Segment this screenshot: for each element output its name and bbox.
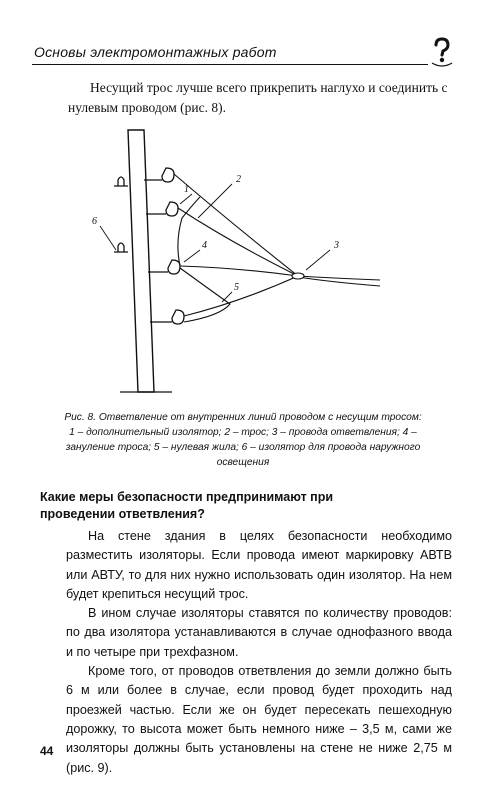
question-sign-icon — [428, 36, 456, 68]
paragraph-1: На стене здания в целях безопасности необходимо разместить изоляторы. Если провода имеют маркировку АВТВ или АВТУ, то для них нужно использовать один изолятор. На нем будет крепиться несущий трос. — [66, 529, 452, 601]
section-body — [66, 527, 452, 778]
branch-diagram — [80, 122, 380, 402]
caption-title: Рис. 8. Ответвление от внутренних линий проводом с несущим тросом: — [64, 412, 422, 423]
figure-caption — [58, 410, 428, 470]
label-5: 5 — [234, 282, 239, 293]
page-number: 44 — [40, 744, 54, 758]
label-2: 2 — [236, 174, 241, 185]
label-6: 6 — [92, 216, 97, 227]
running-header — [32, 42, 444, 68]
section-heading: Какие меры безопасности предпринимают при проведении ответвления? — [40, 490, 334, 521]
left-insulators — [114, 177, 128, 252]
paragraph-3: Кроме того, от проводов ответвления до земли должно быть 6 м или более в случае, если провод будет проходить над проезжей частью. Если же он будет пересекать пешеходную дорожку, то высота может быть немного ниже – 3,5 м, сами же изоляторы должны быть установлены на стене не ниже 2,75 м (рис. 9). — [66, 664, 452, 775]
paragraph-2: В ином случае изоляторы ставятся по количеству проводов: по два изолятора устанавливаются в случае однофазного ввода и по четыре при трехфазном. — [66, 606, 452, 659]
label-1: 1 — [184, 184, 189, 195]
label-4: 4 — [202, 240, 207, 251]
caption-legend: 1 – дополнительный изолятор; 2 – трос; 3 – провода ответвления; 4 – зануление троса; 5 – нулевая жила; 6 – изолятор для провода наружного освещения — [65, 427, 421, 468]
intro-paragraph: Несущий трос лучше всего прикрепить наглухо и соединить с нулевым проводом (рис. 8). — [68, 80, 448, 115]
header-rule — [32, 64, 428, 65]
label-3: 3 — [334, 240, 339, 251]
pole — [128, 130, 154, 392]
header-title: Основы электромонтажных работ — [34, 44, 277, 60]
